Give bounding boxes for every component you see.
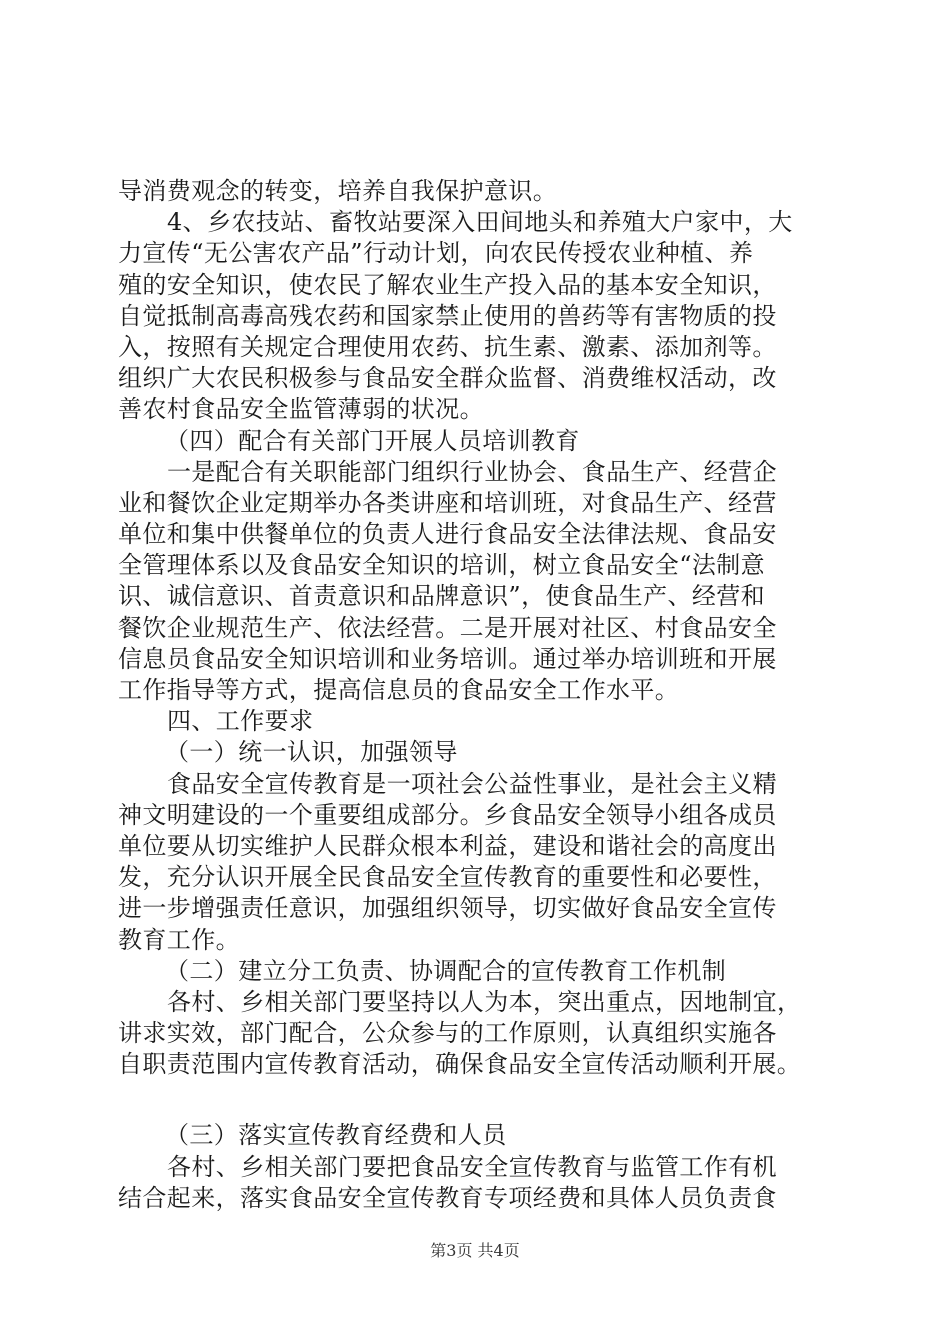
text-line: 入，按照有关规定合理使用农药、抗生素、激素、添加剂等。: [118, 332, 777, 361]
paragraph-start: 食品安全宣传教育是一项社会公益性事业，是社会主义精: [167, 769, 777, 798]
text-line: 教育工作。: [118, 925, 240, 954]
text-line: 善农村食品安全监管薄弱的状况。: [118, 395, 484, 424]
text-line: 殖的安全知识，使农民了解农业生产投入品的基本安全知识，: [118, 270, 777, 299]
text-line: 自职责范围内宣传教育活动，确保食品安全宣传活动顺利开展。: [118, 1050, 802, 1079]
text-line: 力宣传“无公害农产品”行动计划，向农民传授农业种植、养: [118, 239, 754, 268]
text-line: 工作指导等方式，提高信息员的食品安全工作水平。: [118, 676, 680, 704]
text-line: 发，充分认识开展全民食品安全宣传教育的重要性和必要性，: [118, 863, 777, 892]
text-line: 讲求实效，部门配合，公众参与的工作原则，认真组织实施各: [118, 1019, 777, 1048]
text-line: 信息员食品安全知识培训和业务培训。通过举办培训班和开展: [118, 644, 777, 673]
text-line: 业和餐饮企业定期举办各类讲座和培训班，对食品生产、经营: [118, 488, 777, 517]
text-line: 餐饮企业规范生产、依法经营。二是开展对社区、村食品安全: [118, 613, 777, 642]
section-heading: 四、工作要求: [167, 707, 314, 736]
paragraph-start: 4、乡农技站、畜牧站要深入田间地头和养殖大户家中，大: [167, 208, 793, 237]
paragraph-gap: [118, 1080, 834, 1120]
section-heading: （四）配合有关部门开展人员培训教育: [165, 426, 580, 455]
text-line: 全管理体系以及食品安全知识的培训，树立食品安全“法制意: [118, 551, 766, 580]
paragraph-start: 一是配合有关职能部门组织行业协会、食品生产、经营企: [167, 457, 777, 486]
text-line: 神文明建设的一个重要组成部分。乡食品安全领导小组各成员: [118, 800, 777, 829]
paragraph-start: 各村、乡相关部门要把食品安全宣传教育与监管工作有机: [167, 1152, 777, 1181]
text-line: 单位和集中供餐单位的负责人进行食品安全法律法规、食品安: [118, 520, 777, 549]
text-line: 组织广大农民积极参与食品安全群众监督、消费维权活动，改: [118, 364, 777, 393]
text-line: 识、诚信意识、首责意识和品牌意识”，使食品生产、经营和: [118, 582, 766, 611]
text-line: 进一步增强责任意识，加强组织领导，切实做好食品安全宣传: [118, 894, 777, 923]
section-heading: （二）建立分工负责、协调配合的宣传教育工作机制: [165, 956, 727, 985]
section-heading: （三）落实宣传教育经费和人员: [165, 1121, 507, 1150]
paragraph-start: 各村、乡相关部门要坚持以人为本，突出重点，因地制宜，: [167, 987, 802, 1016]
page-footer: 第3页 共4页: [430, 1241, 520, 1260]
text-line: 单位要从切实维护人民群众根本利益，建设和谐社会的高度出: [118, 831, 777, 860]
text-line: 导消费观念的转变，培养自我保护意识。: [118, 177, 558, 205]
text-line: 自觉抵制高毒高残农药和国家禁止使用的兽药等有害物质的投: [118, 301, 777, 330]
section-heading: （一）统一认识，加强领导: [165, 738, 458, 767]
document-body: [118, 176, 834, 1214]
text-line: 结合起来，落实食品安全宣传教育专项经费和具体人员负责食: [118, 1183, 777, 1212]
